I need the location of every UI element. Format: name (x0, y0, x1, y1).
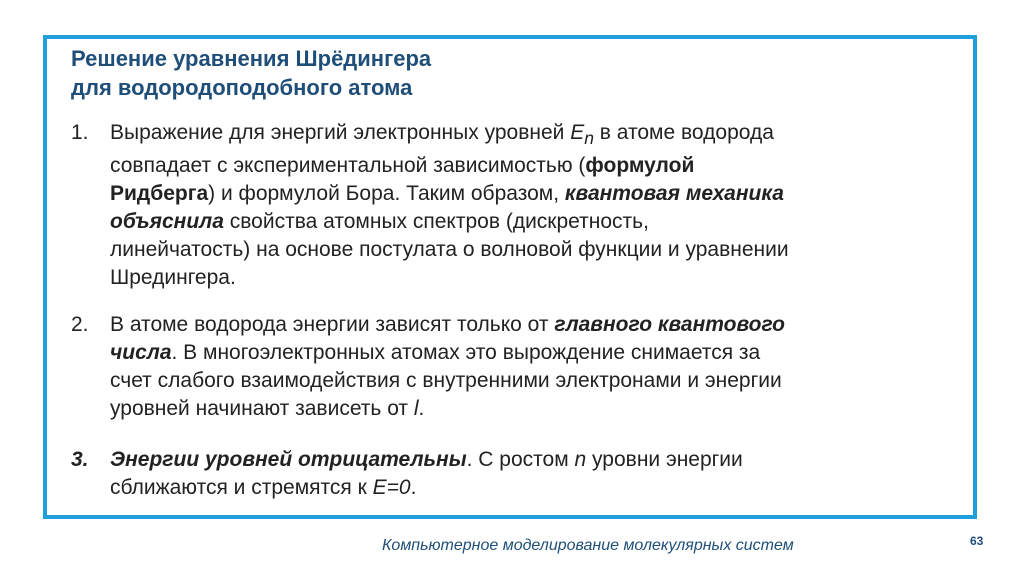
emphasis-term: числа (110, 341, 172, 364)
text-run: Выражение для энергий электронных уровней (110, 121, 571, 144)
slide-title (71, 44, 431, 102)
text-run: совпадает с экспериментальной зависимостью ( (110, 154, 586, 178)
list-item-2 (71, 311, 961, 423)
emphasis-term: главного квантового (554, 313, 785, 336)
bold-term: формулой (585, 154, 695, 178)
text-run: . С ростом (466, 448, 575, 471)
item-line (110, 395, 961, 423)
item-line (110, 208, 961, 236)
list-item-3 (71, 446, 961, 502)
footer-course-title: Компьютерное моделирование молекулярных систем (382, 537, 794, 554)
text-run: свойства атомных спектров (дискретность, (223, 210, 649, 234)
text-run: . (418, 397, 425, 420)
energy-subscript (584, 128, 594, 148)
text-run: уровней начинают зависеть от (110, 397, 414, 420)
italic-symbol: l (413, 397, 419, 420)
text-run: сближаются и стремятся к (110, 476, 373, 499)
italic-symbol: n (574, 448, 587, 471)
text-run: . (410, 476, 417, 499)
item-number: 1. (71, 121, 89, 144)
item-line: Шредингера. (110, 266, 236, 290)
item-line: линейчатость) на основе постулата о волновой функции и уравнении (110, 238, 789, 262)
item-line (110, 339, 961, 367)
title-line-1: Решение уравнения Шрёдингера (71, 46, 432, 71)
item-line (110, 474, 961, 502)
bold-term: Ридберга (110, 182, 209, 206)
italic-symbol: E=0 (372, 476, 411, 499)
item-line: счет слабого взаимодействия с внутренними электронами и энергии (110, 369, 782, 392)
item-number: 3. (71, 448, 89, 471)
item-line (110, 119, 961, 152)
title-line-2: для водородоподобного атома (71, 75, 413, 100)
text-run: уровни энергии (586, 448, 743, 471)
emphasis-term: Энергии уровней отрицательны (110, 448, 467, 471)
emphasis-term: объяснила (110, 210, 224, 234)
text-run: . В многоэлектронных атомах это вырождение снимается за (171, 341, 761, 364)
text-run: В атоме водорода энергии зависят только от (110, 313, 555, 336)
item-line (110, 311, 961, 339)
text-run: в атоме водорода (593, 121, 774, 144)
text-run: ) и формулой Бора. Таким образом, (208, 182, 565, 206)
energy-symbol: E (570, 121, 585, 144)
item-number: 2. (71, 313, 89, 336)
item-text (110, 311, 961, 423)
item-line (110, 446, 961, 474)
item-text (110, 119, 961, 292)
item-line (110, 152, 961, 180)
list-item-1 (71, 119, 961, 292)
item-line (110, 180, 961, 208)
page-number: 63 (970, 534, 984, 548)
emphasis-term: квантовая механика (564, 182, 784, 206)
item-text (110, 446, 961, 502)
subscript-n: n (584, 128, 594, 149)
